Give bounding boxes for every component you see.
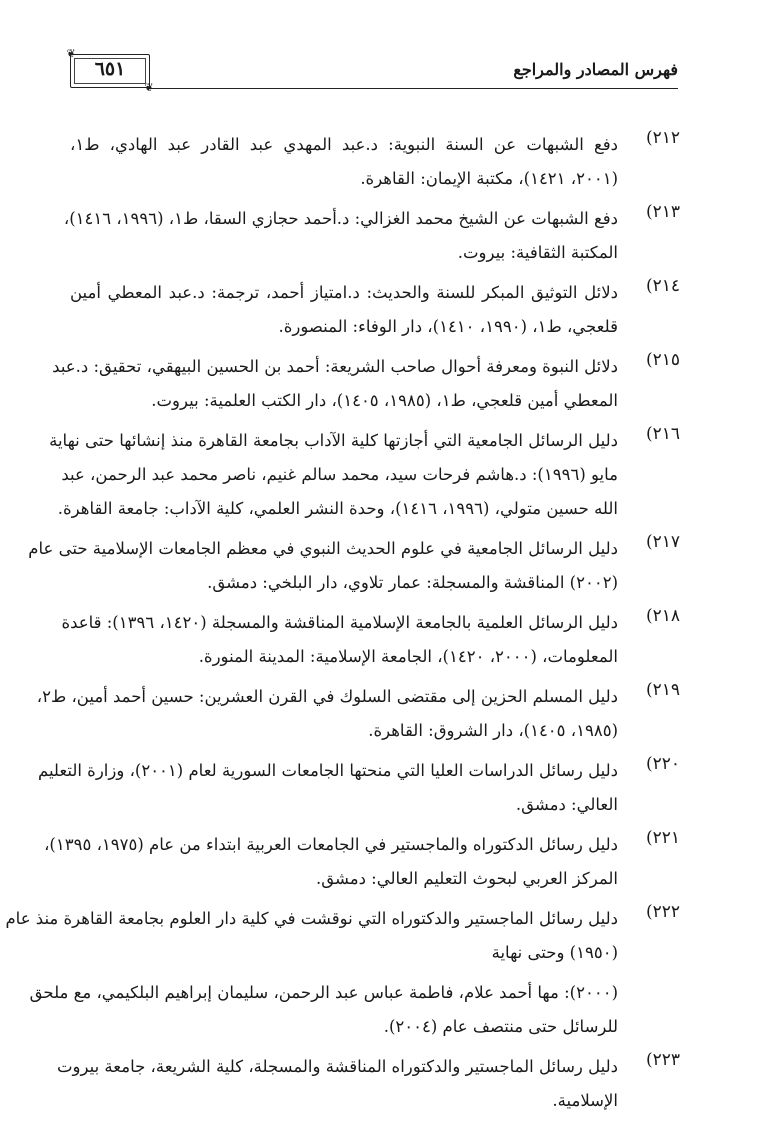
entry-text-line: (٢٠٠٢) المناقشة والمسجلة: عمار تلاوي، دار البلخي: دمشق. — [207, 573, 618, 592]
entry-text-line: (٢٠٠٠): مها أحمد علام، فاطمة عباس عبد الرحمن، سليمان إبراهيم البلكيمي، مع ملحق — [29, 983, 618, 1002]
entry-number: ٢٢١) — [645, 828, 680, 848]
entry-text-line: دلائل التوثيق المبكر للسنة والحديث: د.امتياز أحمد، ترجمة: د.عبد المعطي أمين — [70, 283, 618, 302]
entry-text-line: دليل الرسائل الجامعية في علوم الحديث النبوي في معظم الجامعات الإسلامية حتى عام — [28, 539, 618, 558]
running-title: فهرس المصادر والمراجع — [513, 60, 678, 79]
entry-text-line: دليل رسائل الدراسات العليا التي منحتها الجامعات السورية لعام (٢٠٠١)، وزارة التعليم — [37, 761, 618, 780]
entry-text-line: المعطي أمين قلعجي، ط١، (١٩٨٥، ١٤٠٥)، دار الكتب العلمية: بيروت. — [151, 391, 618, 410]
entry-text-line: قلعجي، ط١، (١٩٩٠، ١٤١٠)، دار الوفاء: المنصورة. — [278, 317, 618, 336]
entry-text-line: (٢٠٠١، ١٤٢١)، مكتبة الإيمان: القاهرة. — [360, 169, 618, 188]
bibliography-entry — [49, 424, 680, 526]
entry-number: ٢١٩) — [645, 680, 680, 700]
entry-number: ٢٢٢) — [645, 902, 680, 922]
bibliography-entry — [63, 202, 680, 270]
bibliography-entry — [29, 976, 680, 1044]
entry-text-line: (١٩٥٠) وحتى نهاية — [491, 943, 618, 962]
bibliography-entry — [37, 754, 680, 822]
page-number: ٦٥١ — [94, 58, 126, 80]
bibliography-entry — [61, 606, 680, 674]
entry-text-line: دليل رسائل الماجستير والدكتوراه المناقشة والمسجلة، كلية الشريعة، جامعة بيروت — [57, 1057, 618, 1076]
entry-text-line: المعلومات، (٢٠٠٠، ١٤٢٠)، الجامعة الإسلامية: المدينة المنورة. — [198, 647, 618, 666]
entry-text-line: دليل الرسائل الجامعية التي أجازتها كلية الآداب بجامعة القاهرة منذ إنشائها حتى نهاية — [49, 431, 618, 450]
entry-text-line: دليل رسائل الدكتوراه والماجستير في الجامعات العربية ابتداء من عام (١٩٧٥، ١٣٩٥)، — [44, 835, 618, 854]
entry-number: ٢١٨) — [645, 606, 680, 626]
entry-number: ٢٢٣) — [645, 1050, 680, 1070]
entry-text-line: المركز العربي لبحوث التعليم العالي: دمشق. — [316, 869, 618, 888]
bibliography-entry — [36, 680, 680, 748]
bibliography-entry — [52, 350, 680, 418]
entry-text-line: للرسائل حتى منتصف عام (٢٠٠٤). — [383, 1017, 618, 1036]
entry-text-line: دليل الرسائل العلمية بالجامعة الإسلامية المناقشة والمسجلة (١٤٢٠، ١٣٩٦): قاعدة — [61, 613, 618, 632]
bibliography-entry — [28, 532, 680, 600]
entry-text-line: المكتبة الثقافية: بيروت. — [457, 243, 618, 262]
header-rule — [150, 88, 678, 89]
entry-text-line: العالي: دمشق. — [515, 795, 618, 814]
entry-number: ٢١٤) — [645, 276, 680, 296]
entry-number: ٢١٥) — [645, 350, 680, 370]
entry-number: ٢١٧) — [645, 532, 680, 552]
page-header — [66, 47, 678, 94]
entry-text-line: الله حسين متولي، (١٩٩٦، ١٤١٦)، وحدة النشر العلمي، كلية الآداب: جامعة القاهرة. — [57, 499, 618, 518]
bibliography-entry — [70, 128, 680, 196]
page-number-frame — [66, 47, 154, 94]
entry-text-line: الإسلامية. — [552, 1091, 618, 1110]
entry-number: ٢١٦) — [645, 424, 680, 444]
corner-ornament-icon: ❦ — [66, 47, 76, 60]
entry-text-line: مايو (١٩٩٦): د.هاشم فرحات سيد، محمد سالم غنيم، ناصر محمد عبد الرحمن، عبد — [61, 465, 618, 484]
entry-text-line: دفع الشبهات عن الشيخ محمد الغزالي: د.أحمد حجازي السقا، ط١، (١٩٩٦، ١٤١٦)، — [63, 209, 618, 228]
entry-text-line: دلائل النبوة ومعرفة أحوال صاحب الشريعة: أحمد بن الحسين البيهقي، تحقيق: د.عبد — [52, 357, 618, 376]
bibliography-entry — [57, 1050, 680, 1118]
entry-number: ٢٢٠) — [645, 754, 680, 774]
bibliography-entry — [44, 828, 680, 896]
bibliography-list — [5, 128, 680, 1124]
entry-text-line: دفع الشبهات عن السنة النبوية: د.عبد المهدي عبد القادر عبد الهادي، ط١، — [70, 135, 618, 154]
corner-ornament-icon: ❦ — [144, 81, 154, 94]
entry-number: ٢١٢) — [645, 128, 680, 148]
entry-number: ٢١٣) — [645, 202, 680, 222]
entry-text-line: (١٩٨٥، ١٤٠٥)، دار الشروق: القاهرة. — [368, 721, 618, 740]
bibliography-entry — [5, 902, 680, 970]
entry-text-line: دليل المسلم الحزين إلى مقتضى السلوك في القرن العشرين: حسين أحمد أمين، ط٢، — [36, 687, 618, 706]
entry-text-line: دليل رسائل الماجستير والدكتوراه التي نوقشت في كلية دار العلوم بجامعة القاهرة منذ عام — [5, 909, 618, 928]
bibliography-entry — [70, 276, 680, 344]
